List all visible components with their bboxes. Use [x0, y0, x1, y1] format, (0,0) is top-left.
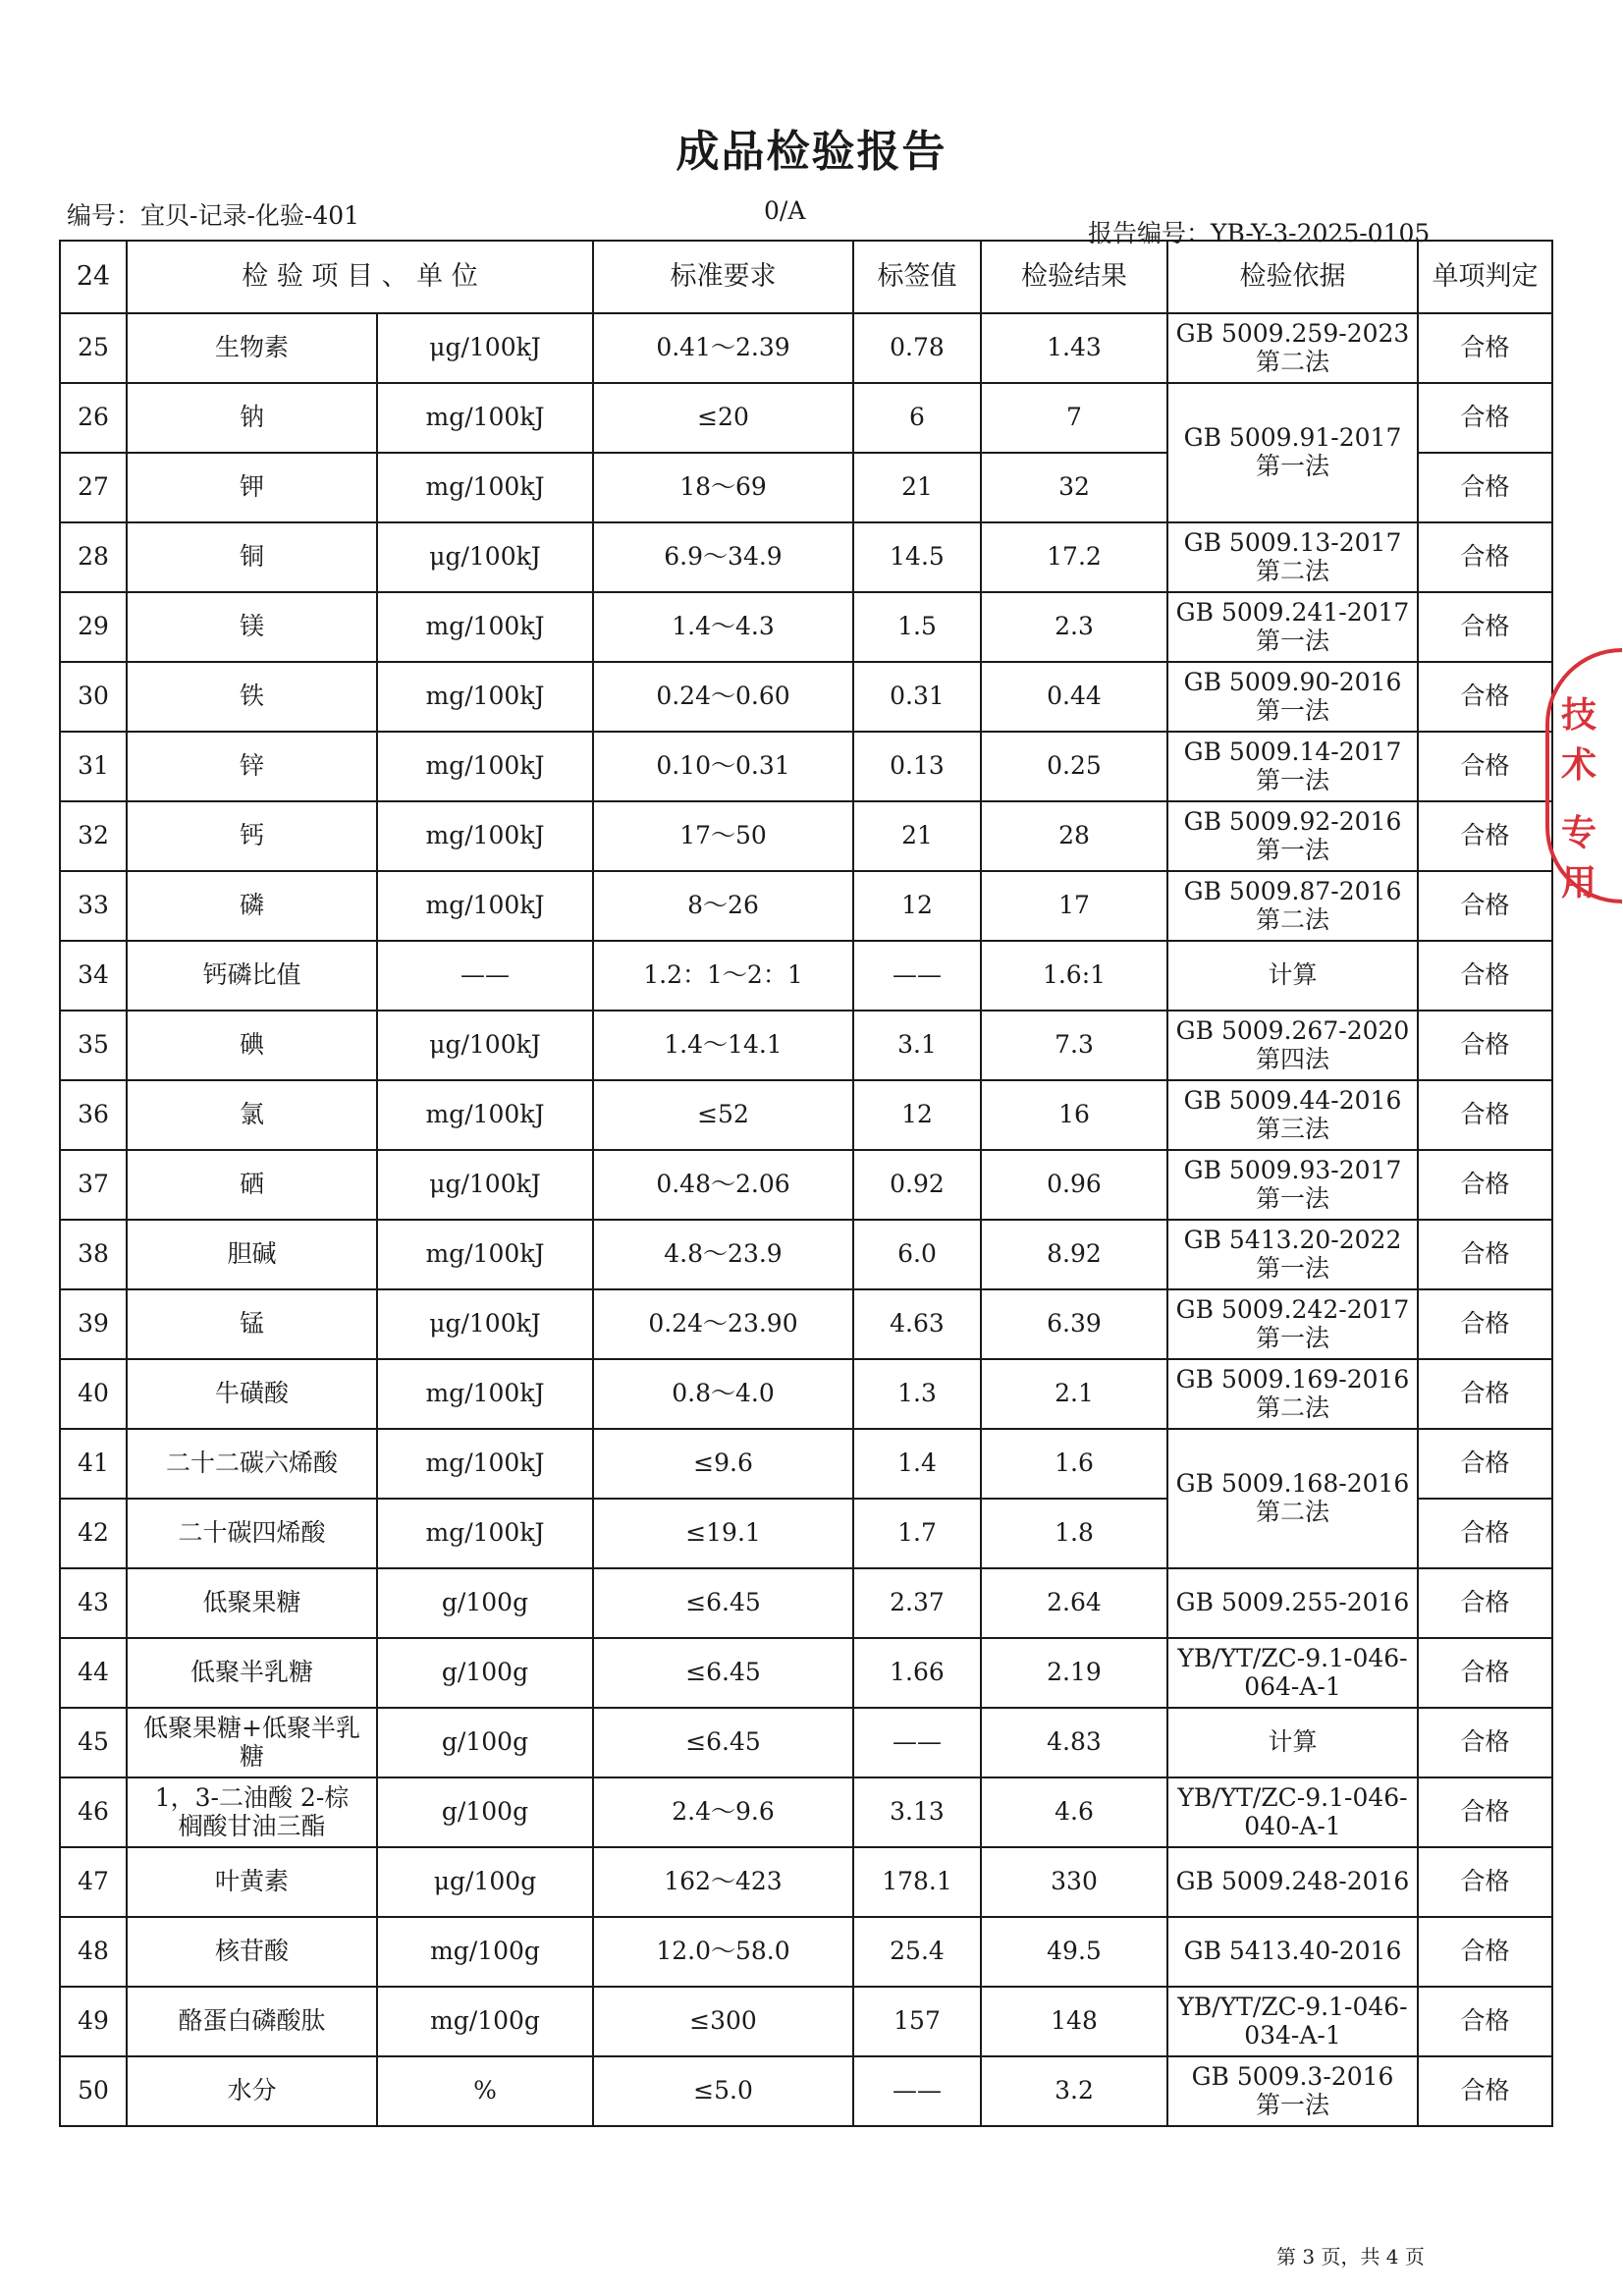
label-value-cell: 157 [853, 1987, 981, 2056]
basis-cell: 计算 [1167, 1708, 1418, 1777]
basis-cell: GB 5009.44-2016 第三法 [1167, 1080, 1418, 1150]
result-cell: 2.1 [981, 1359, 1167, 1429]
standard-cell: 0.48～2.06 [593, 1150, 853, 1220]
row-number-cell: 44 [60, 1638, 127, 1708]
basis-cell: GB 5413.20-2022 第一法 [1167, 1220, 1418, 1289]
item-cell: 核苷酸 [127, 1917, 377, 1987]
basis-cell: GB 5009.241-2017 第一法 [1167, 592, 1418, 662]
item-cell: 镁 [127, 592, 377, 662]
item-cell: 1，3-二油酸 2-棕 榈酸甘油三酯 [127, 1777, 377, 1847]
standard-cell: 0.24～0.60 [593, 662, 853, 732]
basis-cell: GB 5009.14-2017 第一法 [1167, 732, 1418, 801]
item-cell: 钙 [127, 801, 377, 871]
verdict-cell: 合格 [1418, 801, 1552, 871]
unit-cell: μg/100kJ [377, 313, 593, 383]
item-cell: 胆碱 [127, 1220, 377, 1289]
result-cell: 1.6:1 [981, 941, 1167, 1011]
standard-cell: ≤6.45 [593, 1638, 853, 1708]
result-cell: 17.2 [981, 522, 1167, 592]
label-value-cell: 1.5 [853, 592, 981, 662]
row-number-cell: 25 [60, 313, 127, 383]
table-row [60, 941, 1552, 1011]
label-value-cell: 3.1 [853, 1011, 981, 1080]
unit-cell: mg/100kJ [377, 1220, 593, 1289]
result-cell: 0.96 [981, 1150, 1167, 1220]
label-value-cell: —— [853, 2056, 981, 2126]
verdict-cell: 合格 [1418, 1011, 1552, 1080]
unit-cell: mg/100kJ [377, 871, 593, 941]
table-row [60, 871, 1552, 941]
basis-cell: GB 5009.3-2016 第一法 [1167, 2056, 1418, 2126]
row-number-cell: 37 [60, 1150, 127, 1220]
result-cell: 16 [981, 1080, 1167, 1150]
result-cell: 4.83 [981, 1708, 1167, 1777]
item-cell: 钠 [127, 383, 377, 453]
standard-cell: 0.10～0.31 [593, 732, 853, 801]
report-title: 成品检验报告 [676, 127, 947, 177]
row-number-cell: 26 [60, 383, 127, 453]
verdict-cell: 合格 [1418, 1220, 1552, 1289]
basis-cell: GB 5009.168-2016 第二法 [1167, 1429, 1418, 1568]
label-value-cell: —— [853, 941, 981, 1011]
row-number-cell: 35 [60, 1011, 127, 1080]
result-cell: 7.3 [981, 1011, 1167, 1080]
verdict-cell: 合格 [1418, 1987, 1552, 2056]
row-number-cell: 30 [60, 662, 127, 732]
item-cell: 铁 [127, 662, 377, 732]
item-cell: 碘 [127, 1011, 377, 1080]
result-cell: 1.6 [981, 1429, 1167, 1499]
unit-cell: mg/100g [377, 1987, 593, 2056]
verdict-cell: 合格 [1418, 1499, 1552, 1568]
table-body [60, 313, 1552, 2126]
item-cell: 二十碳四烯酸 [127, 1499, 377, 1568]
basis-cell: GB 5009.93-2017 第一法 [1167, 1150, 1418, 1220]
standard-cell: 18～69 [593, 453, 853, 522]
standard-cell: 0.24～23.90 [593, 1289, 853, 1359]
standard-cell: ≤20 [593, 383, 853, 453]
result-cell: 1.43 [981, 313, 1167, 383]
unit-cell: g/100g [377, 1568, 593, 1638]
item-cell: 酪蛋白磷酸肽 [127, 1987, 377, 2056]
row-number-cell: 40 [60, 1359, 127, 1429]
label-value-cell: 21 [853, 801, 981, 871]
row-number-cell: 27 [60, 453, 127, 522]
item-cell: 钙磷比值 [127, 941, 377, 1011]
table-row [60, 1150, 1552, 1220]
label-value-cell: 1.7 [853, 1499, 981, 1568]
verdict-cell: 合格 [1418, 2056, 1552, 2126]
result-cell: 2.19 [981, 1638, 1167, 1708]
table-row [60, 1917, 1552, 1987]
unit-cell: μg/100kJ [377, 1011, 593, 1080]
unit-cell: —— [377, 941, 593, 1011]
result-cell: 32 [981, 453, 1167, 522]
item-cell: 锰 [127, 1289, 377, 1359]
table-row [60, 1359, 1552, 1429]
item-cell: 钾 [127, 453, 377, 522]
result-cell: 0.25 [981, 732, 1167, 801]
row-number-cell: 31 [60, 732, 127, 801]
unit-cell: μg/100kJ [377, 1150, 593, 1220]
result-cell: 2.3 [981, 592, 1167, 662]
result-cell: 7 [981, 383, 1167, 453]
label-value-cell: 21 [853, 453, 981, 522]
unit-cell: mg/100kJ [377, 453, 593, 522]
verdict-cell: 合格 [1418, 1080, 1552, 1150]
label-value-cell: 12 [853, 871, 981, 941]
label-value-cell: 0.31 [853, 662, 981, 732]
unit-cell: mg/100kJ [377, 1429, 593, 1499]
table-header-row [60, 241, 1552, 313]
table-row [60, 1568, 1552, 1638]
verdict-cell: 合格 [1418, 1708, 1552, 1777]
header-no: 24 [60, 241, 127, 313]
label-value-cell: 1.4 [853, 1429, 981, 1499]
table-row [60, 592, 1552, 662]
result-cell: 49.5 [981, 1917, 1167, 1987]
unit-cell: mg/100kJ [377, 1499, 593, 1568]
basis-cell: GB 5009.248-2016 [1167, 1847, 1418, 1917]
table-row [60, 1847, 1552, 1917]
result-cell: 3.2 [981, 2056, 1167, 2126]
verdict-cell: 合格 [1418, 1847, 1552, 1917]
unit-cell: mg/100g [377, 1917, 593, 1987]
table-row [60, 662, 1552, 732]
result-cell: 0.44 [981, 662, 1167, 732]
basis-cell: YB/YT/ZC-9.1-046- 064-A-1 [1167, 1638, 1418, 1708]
table-row [60, 1080, 1552, 1150]
item-cell: 硒 [127, 1150, 377, 1220]
unit-cell: mg/100kJ [377, 732, 593, 801]
basis-cell: GB 5009.169-2016 第二法 [1167, 1359, 1418, 1429]
result-cell: 28 [981, 801, 1167, 871]
verdict-cell: 合格 [1418, 941, 1552, 1011]
verdict-cell: 合格 [1418, 662, 1552, 732]
record-code: 编号：宜贝-记录-化验-401 [67, 201, 360, 230]
basis-cell: GB 5009.90-2016 第一法 [1167, 662, 1418, 732]
unit-cell: mg/100kJ [377, 1080, 593, 1150]
row-number-cell: 38 [60, 1220, 127, 1289]
label-value-cell: —— [853, 1708, 981, 1777]
table-row [60, 522, 1552, 592]
header-item-unit: 检 验 项 目 、 单 位 [127, 241, 593, 313]
table-row [60, 1638, 1552, 1708]
standard-cell: 1.2：1～2：1 [593, 941, 853, 1011]
result-cell: 17 [981, 871, 1167, 941]
label-value-cell: 12 [853, 1080, 981, 1150]
table-row [60, 1289, 1552, 1359]
row-number-cell: 42 [60, 1499, 127, 1568]
row-number-cell: 48 [60, 1917, 127, 1987]
unit-cell: mg/100kJ [377, 662, 593, 732]
header-verdict: 单项判定 [1418, 241, 1552, 313]
page-footer: 第 3 页，共 4 页 [1276, 2245, 1425, 2269]
standard-cell: 12.0～58.0 [593, 1917, 853, 1987]
table-row [60, 732, 1552, 801]
inspection-table [59, 240, 1553, 2127]
header-label-value: 标签值 [853, 241, 981, 313]
basis-cell: GB 5009.92-2016 第一法 [1167, 801, 1418, 871]
item-cell: 叶黄素 [127, 1847, 377, 1917]
table-row [60, 1987, 1552, 2056]
verdict-cell: 合格 [1418, 453, 1552, 522]
item-cell: 生物素 [127, 313, 377, 383]
standard-cell: 1.4～14.1 [593, 1011, 853, 1080]
item-cell: 低聚果糖+低聚半乳 糖 [127, 1708, 377, 1777]
standard-cell: 0.8～4.0 [593, 1359, 853, 1429]
row-number-cell: 49 [60, 1987, 127, 2056]
table-row [60, 383, 1552, 453]
report-number: 报告编号：YB-Y-3-2025-0105 [1088, 219, 1431, 247]
standard-cell: ≤5.0 [593, 2056, 853, 2126]
standard-cell: 2.4～9.6 [593, 1777, 853, 1847]
basis-cell: GB 5413.40-2016 [1167, 1917, 1418, 1987]
basis-cell: GB 5009.87-2016 第二法 [1167, 871, 1418, 941]
table-row [60, 1011, 1552, 1080]
row-number-cell: 33 [60, 871, 127, 941]
unit-cell: mg/100kJ [377, 1359, 593, 1429]
standard-cell: 1.4～4.3 [593, 592, 853, 662]
table-row [60, 1708, 1552, 1777]
unit-cell: g/100g [377, 1777, 593, 1847]
table-row [60, 1429, 1552, 1499]
unit-cell: μg/100g [377, 1847, 593, 1917]
label-value-cell: 6 [853, 383, 981, 453]
label-value-cell: 6.0 [853, 1220, 981, 1289]
stamp-text-top: 技术 [1561, 695, 1597, 786]
label-value-cell: 1.66 [853, 1638, 981, 1708]
table-row [60, 801, 1552, 871]
label-value-cell: 2.37 [853, 1568, 981, 1638]
standard-cell: ≤6.45 [593, 1568, 853, 1638]
verdict-cell: 合格 [1418, 1429, 1552, 1499]
basis-cell: GB 5009.13-2017 第二法 [1167, 522, 1418, 592]
verdict-cell: 合格 [1418, 1917, 1552, 1987]
verdict-cell: 合格 [1418, 522, 1552, 592]
result-cell: 8.92 [981, 1220, 1167, 1289]
standard-cell: ≤52 [593, 1080, 853, 1150]
row-number-cell: 34 [60, 941, 127, 1011]
row-number-cell: 47 [60, 1847, 127, 1917]
basis-cell: 计算 [1167, 941, 1418, 1011]
table-row [60, 2056, 1552, 2126]
row-number-cell: 28 [60, 522, 127, 592]
basis-cell: YB/YT/ZC-9.1-046- 040-A-1 [1167, 1777, 1418, 1847]
verdict-cell: 合格 [1418, 871, 1552, 941]
header-result: 检验结果 [981, 241, 1167, 313]
item-cell: 磷 [127, 871, 377, 941]
unit-cell: mg/100kJ [377, 592, 593, 662]
verdict-cell: 合格 [1418, 1359, 1552, 1429]
verdict-cell: 合格 [1418, 592, 1552, 662]
row-number-cell: 39 [60, 1289, 127, 1359]
verdict-cell: 合格 [1418, 1289, 1552, 1359]
row-number-cell: 46 [60, 1777, 127, 1847]
item-cell: 二十二碳六烯酸 [127, 1429, 377, 1499]
basis-cell: GB 5009.267-2020 第四法 [1167, 1011, 1418, 1080]
basis-cell: GB 5009.242-2017 第一法 [1167, 1289, 1418, 1359]
row-number-cell: 32 [60, 801, 127, 871]
unit-cell: mg/100kJ [377, 383, 593, 453]
label-value-cell: 3.13 [853, 1777, 981, 1847]
verdict-cell: 合格 [1418, 732, 1552, 801]
standard-cell: 6.9～34.9 [593, 522, 853, 592]
standard-cell: ≤300 [593, 1987, 853, 2056]
verdict-cell: 合格 [1418, 313, 1552, 383]
result-cell: 2.64 [981, 1568, 1167, 1638]
header-standard: 标准要求 [593, 241, 853, 313]
table-row [60, 1220, 1552, 1289]
item-cell: 低聚果糖 [127, 1568, 377, 1638]
standard-cell: 17～50 [593, 801, 853, 871]
result-cell: 4.6 [981, 1777, 1167, 1847]
verdict-cell: 合格 [1418, 383, 1552, 453]
basis-cell: GB 5009.91-2017 第一法 [1167, 383, 1418, 522]
label-value-cell: 1.3 [853, 1359, 981, 1429]
table-row [60, 313, 1552, 383]
row-number-cell: 45 [60, 1708, 127, 1777]
item-cell: 低聚半乳糖 [127, 1638, 377, 1708]
result-cell: 330 [981, 1847, 1167, 1917]
version-label: 0/A [764, 196, 806, 225]
item-cell: 水分 [127, 2056, 377, 2126]
unit-cell: μg/100kJ [377, 522, 593, 592]
stamp-text-bottom: 专用 [1561, 813, 1597, 903]
label-value-cell: 178.1 [853, 1847, 981, 1917]
header-basis: 检验依据 [1167, 241, 1418, 313]
label-value-cell: 4.63 [853, 1289, 981, 1359]
result-cell: 6.39 [981, 1289, 1167, 1359]
standard-cell: 162～423 [593, 1847, 853, 1917]
label-value-cell: 25.4 [853, 1917, 981, 1987]
item-cell: 牛磺酸 [127, 1359, 377, 1429]
table-row [60, 1777, 1552, 1847]
verdict-cell: 合格 [1418, 1150, 1552, 1220]
standard-cell: 4.8～23.9 [593, 1220, 853, 1289]
standard-cell: 0.41～2.39 [593, 313, 853, 383]
basis-cell: GB 5009.259-2023 第二法 [1167, 313, 1418, 383]
row-number-cell: 50 [60, 2056, 127, 2126]
result-cell: 148 [981, 1987, 1167, 2056]
row-number-cell: 43 [60, 1568, 127, 1638]
label-value-cell: 0.92 [853, 1150, 981, 1220]
label-value-cell: 14.5 [853, 522, 981, 592]
verdict-cell: 合格 [1418, 1568, 1552, 1638]
item-cell: 铜 [127, 522, 377, 592]
row-number-cell: 29 [60, 592, 127, 662]
unit-cell: % [377, 2056, 593, 2126]
standard-cell: ≤19.1 [593, 1499, 853, 1568]
verdict-cell: 合格 [1418, 1777, 1552, 1847]
result-cell: 1.8 [981, 1499, 1167, 1568]
unit-cell: μg/100kJ [377, 1289, 593, 1359]
unit-cell: g/100g [377, 1638, 593, 1708]
row-number-cell: 36 [60, 1080, 127, 1150]
row-number-cell: 41 [60, 1429, 127, 1499]
standard-cell: 8～26 [593, 871, 853, 941]
label-value-cell: 0.13 [853, 732, 981, 801]
basis-cell: GB 5009.255-2016 [1167, 1568, 1418, 1638]
verdict-cell: 合格 [1418, 1638, 1552, 1708]
item-cell: 锌 [127, 732, 377, 801]
item-cell: 氯 [127, 1080, 377, 1150]
unit-cell: g/100g [377, 1708, 593, 1777]
standard-cell: ≤6.45 [593, 1708, 853, 1777]
label-value-cell: 0.78 [853, 313, 981, 383]
unit-cell: mg/100kJ [377, 801, 593, 871]
basis-cell: YB/YT/ZC-9.1-046- 034-A-1 [1167, 1987, 1418, 2056]
standard-cell: ≤9.6 [593, 1429, 853, 1499]
